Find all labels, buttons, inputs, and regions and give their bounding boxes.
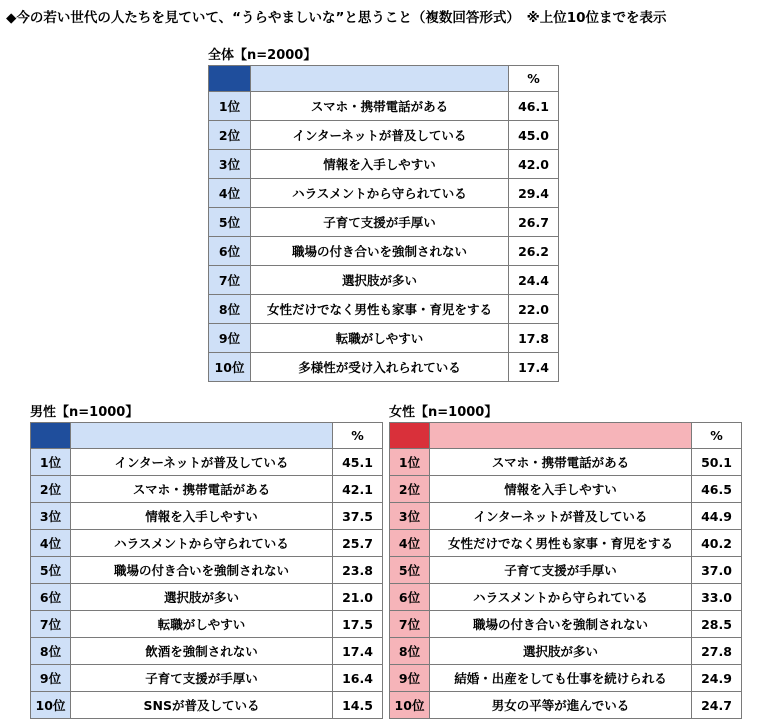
header-corner <box>209 66 251 92</box>
table-header-row <box>31 423 383 449</box>
percent-cell: 40.2 <box>692 530 742 557</box>
table-row <box>31 557 383 584</box>
percent-cell: 17.4 <box>333 638 383 665</box>
item-cell: 子育て支援が手厚い <box>251 208 509 237</box>
percent-cell: 45.0 <box>509 121 559 150</box>
table-row <box>390 665 742 692</box>
percent-cell: 26.7 <box>509 208 559 237</box>
item-cell: 転職がしやすい <box>71 611 333 638</box>
percent-header: % <box>692 423 742 449</box>
table-row <box>390 449 742 476</box>
table-row <box>390 692 742 719</box>
table-row <box>390 584 742 611</box>
percent-cell: 44.9 <box>692 503 742 530</box>
percent-cell: 14.5 <box>333 692 383 719</box>
table-row <box>31 503 383 530</box>
item-cell: 選択肢が多い <box>430 638 692 665</box>
item-cell: 職場の付き合いを強制されない <box>430 611 692 638</box>
item-cell: ハラスメントから守られている <box>430 584 692 611</box>
percent-header: % <box>333 423 383 449</box>
male-label: 男性【n=1000】 <box>30 405 139 420</box>
percent-cell: 17.5 <box>333 611 383 638</box>
header-item <box>251 66 509 92</box>
table-row <box>31 449 383 476</box>
rank-cell: 5位 <box>31 557 71 584</box>
table-row <box>31 584 383 611</box>
rank-cell: 8位 <box>31 638 71 665</box>
item-cell: 職場の付き合いを強制されない <box>251 237 509 266</box>
percent-cell: 45.1 <box>333 449 383 476</box>
item-cell: 飲酒を強制されない <box>71 638 333 665</box>
table-row <box>209 237 559 266</box>
percent-cell: 22.0 <box>509 295 559 324</box>
rank-cell: 7位 <box>31 611 71 638</box>
rank-cell: 1位 <box>390 449 430 476</box>
rank-cell: 1位 <box>31 449 71 476</box>
item-cell: 多様性が受け入れられている <box>251 353 509 382</box>
percent-cell: 24.4 <box>509 266 559 295</box>
table-row <box>390 611 742 638</box>
rank-cell: 4位 <box>390 530 430 557</box>
item-cell: 男女の平等が進んでいる <box>430 692 692 719</box>
table-header-row <box>390 423 742 449</box>
rank-cell: 3位 <box>209 150 251 179</box>
rank-cell: 8位 <box>390 638 430 665</box>
item-cell: SNSが普及している <box>71 692 333 719</box>
overall-ranking-table <box>208 65 559 382</box>
table-row <box>209 92 559 121</box>
table-row <box>31 530 383 557</box>
rank-cell: 6位 <box>390 584 430 611</box>
table-row <box>209 324 559 353</box>
rank-cell: 9位 <box>31 665 71 692</box>
table-row <box>31 611 383 638</box>
page-title: ◆今の若い世代の人たちを見ていて、“うらやましいな”と思うこと（複数回答形式） ※上位10位までを表示 <box>6 10 667 26</box>
percent-cell: 21.0 <box>333 584 383 611</box>
rank-cell: 2位 <box>31 476 71 503</box>
table-row <box>209 295 559 324</box>
item-cell: 女性だけでなく男性も家事・育児をする <box>251 295 509 324</box>
item-cell: 情報を入手しやすい <box>430 476 692 503</box>
header-corner <box>390 423 430 449</box>
rank-cell: 5位 <box>209 208 251 237</box>
table-header-row <box>209 66 559 92</box>
rank-cell: 8位 <box>209 295 251 324</box>
percent-cell: 46.5 <box>692 476 742 503</box>
item-cell: 子育て支援が手厚い <box>430 557 692 584</box>
table-row <box>209 150 559 179</box>
percent-cell: 25.7 <box>333 530 383 557</box>
rank-cell: 9位 <box>209 324 251 353</box>
rank-cell: 5位 <box>390 557 430 584</box>
percent-cell: 46.1 <box>509 92 559 121</box>
item-cell: ハラスメントから守られている <box>251 179 509 208</box>
rank-cell: 3位 <box>31 503 71 530</box>
percent-cell: 33.0 <box>692 584 742 611</box>
rank-cell: 4位 <box>209 179 251 208</box>
rank-cell: 7位 <box>209 266 251 295</box>
table-row <box>209 179 559 208</box>
table-row <box>31 476 383 503</box>
table-row <box>209 208 559 237</box>
rank-cell: 9位 <box>390 665 430 692</box>
percent-cell: 23.8 <box>333 557 383 584</box>
overall-label: 全体【n=2000】 <box>208 48 317 63</box>
table-row <box>209 353 559 382</box>
item-cell: インターネットが普及している <box>71 449 333 476</box>
percent-cell: 24.7 <box>692 692 742 719</box>
item-cell: 転職がしやすい <box>251 324 509 353</box>
item-cell: 結婚・出産をしても仕事を続けられる <box>430 665 692 692</box>
percent-cell: 42.1 <box>333 476 383 503</box>
percent-cell: 17.8 <box>509 324 559 353</box>
table-row <box>209 266 559 295</box>
item-cell: 選択肢が多い <box>71 584 333 611</box>
header-item <box>430 423 692 449</box>
percent-cell: 29.4 <box>509 179 559 208</box>
item-cell: 子育て支援が手厚い <box>71 665 333 692</box>
table-row <box>390 557 742 584</box>
rank-cell: 2位 <box>209 121 251 150</box>
item-cell: スマホ・携帯電話がある <box>251 92 509 121</box>
table-row <box>31 692 383 719</box>
rank-cell: 6位 <box>31 584 71 611</box>
percent-header: % <box>509 66 559 92</box>
rank-cell: 6位 <box>209 237 251 266</box>
header-corner <box>31 423 71 449</box>
item-cell: 女性だけでなく男性も家事・育児をする <box>430 530 692 557</box>
rank-cell: 10位 <box>209 353 251 382</box>
rank-cell: 2位 <box>390 476 430 503</box>
percent-cell: 37.5 <box>333 503 383 530</box>
percent-cell: 16.4 <box>333 665 383 692</box>
rank-cell: 10位 <box>390 692 430 719</box>
item-cell: インターネットが普及している <box>430 503 692 530</box>
rank-cell: 3位 <box>390 503 430 530</box>
item-cell: スマホ・携帯電話がある <box>71 476 333 503</box>
percent-cell: 26.2 <box>509 237 559 266</box>
percent-cell: 17.4 <box>509 353 559 382</box>
item-cell: 情報を入手しやすい <box>71 503 333 530</box>
table-row <box>390 476 742 503</box>
rank-cell: 10位 <box>31 692 71 719</box>
item-cell: 情報を入手しやすい <box>251 150 509 179</box>
percent-cell: 37.0 <box>692 557 742 584</box>
table-row <box>31 638 383 665</box>
table-row <box>31 665 383 692</box>
female-ranking-table <box>389 422 742 719</box>
percent-cell: 24.9 <box>692 665 742 692</box>
percent-cell: 50.1 <box>692 449 742 476</box>
rank-cell: 7位 <box>390 611 430 638</box>
rank-cell: 1位 <box>209 92 251 121</box>
percent-cell: 27.8 <box>692 638 742 665</box>
table-row <box>390 530 742 557</box>
table-row <box>390 638 742 665</box>
item-cell: 職場の付き合いを強制されない <box>71 557 333 584</box>
table-row <box>390 503 742 530</box>
item-cell: 選択肢が多い <box>251 266 509 295</box>
rank-cell: 4位 <box>31 530 71 557</box>
table-row <box>209 121 559 150</box>
male-ranking-table <box>30 422 383 719</box>
percent-cell: 42.0 <box>509 150 559 179</box>
item-cell: ハラスメントから守られている <box>71 530 333 557</box>
percent-cell: 28.5 <box>692 611 742 638</box>
header-item <box>71 423 333 449</box>
female-label: 女性【n=1000】 <box>389 405 498 420</box>
item-cell: スマホ・携帯電話がある <box>430 449 692 476</box>
item-cell: インターネットが普及している <box>251 121 509 150</box>
